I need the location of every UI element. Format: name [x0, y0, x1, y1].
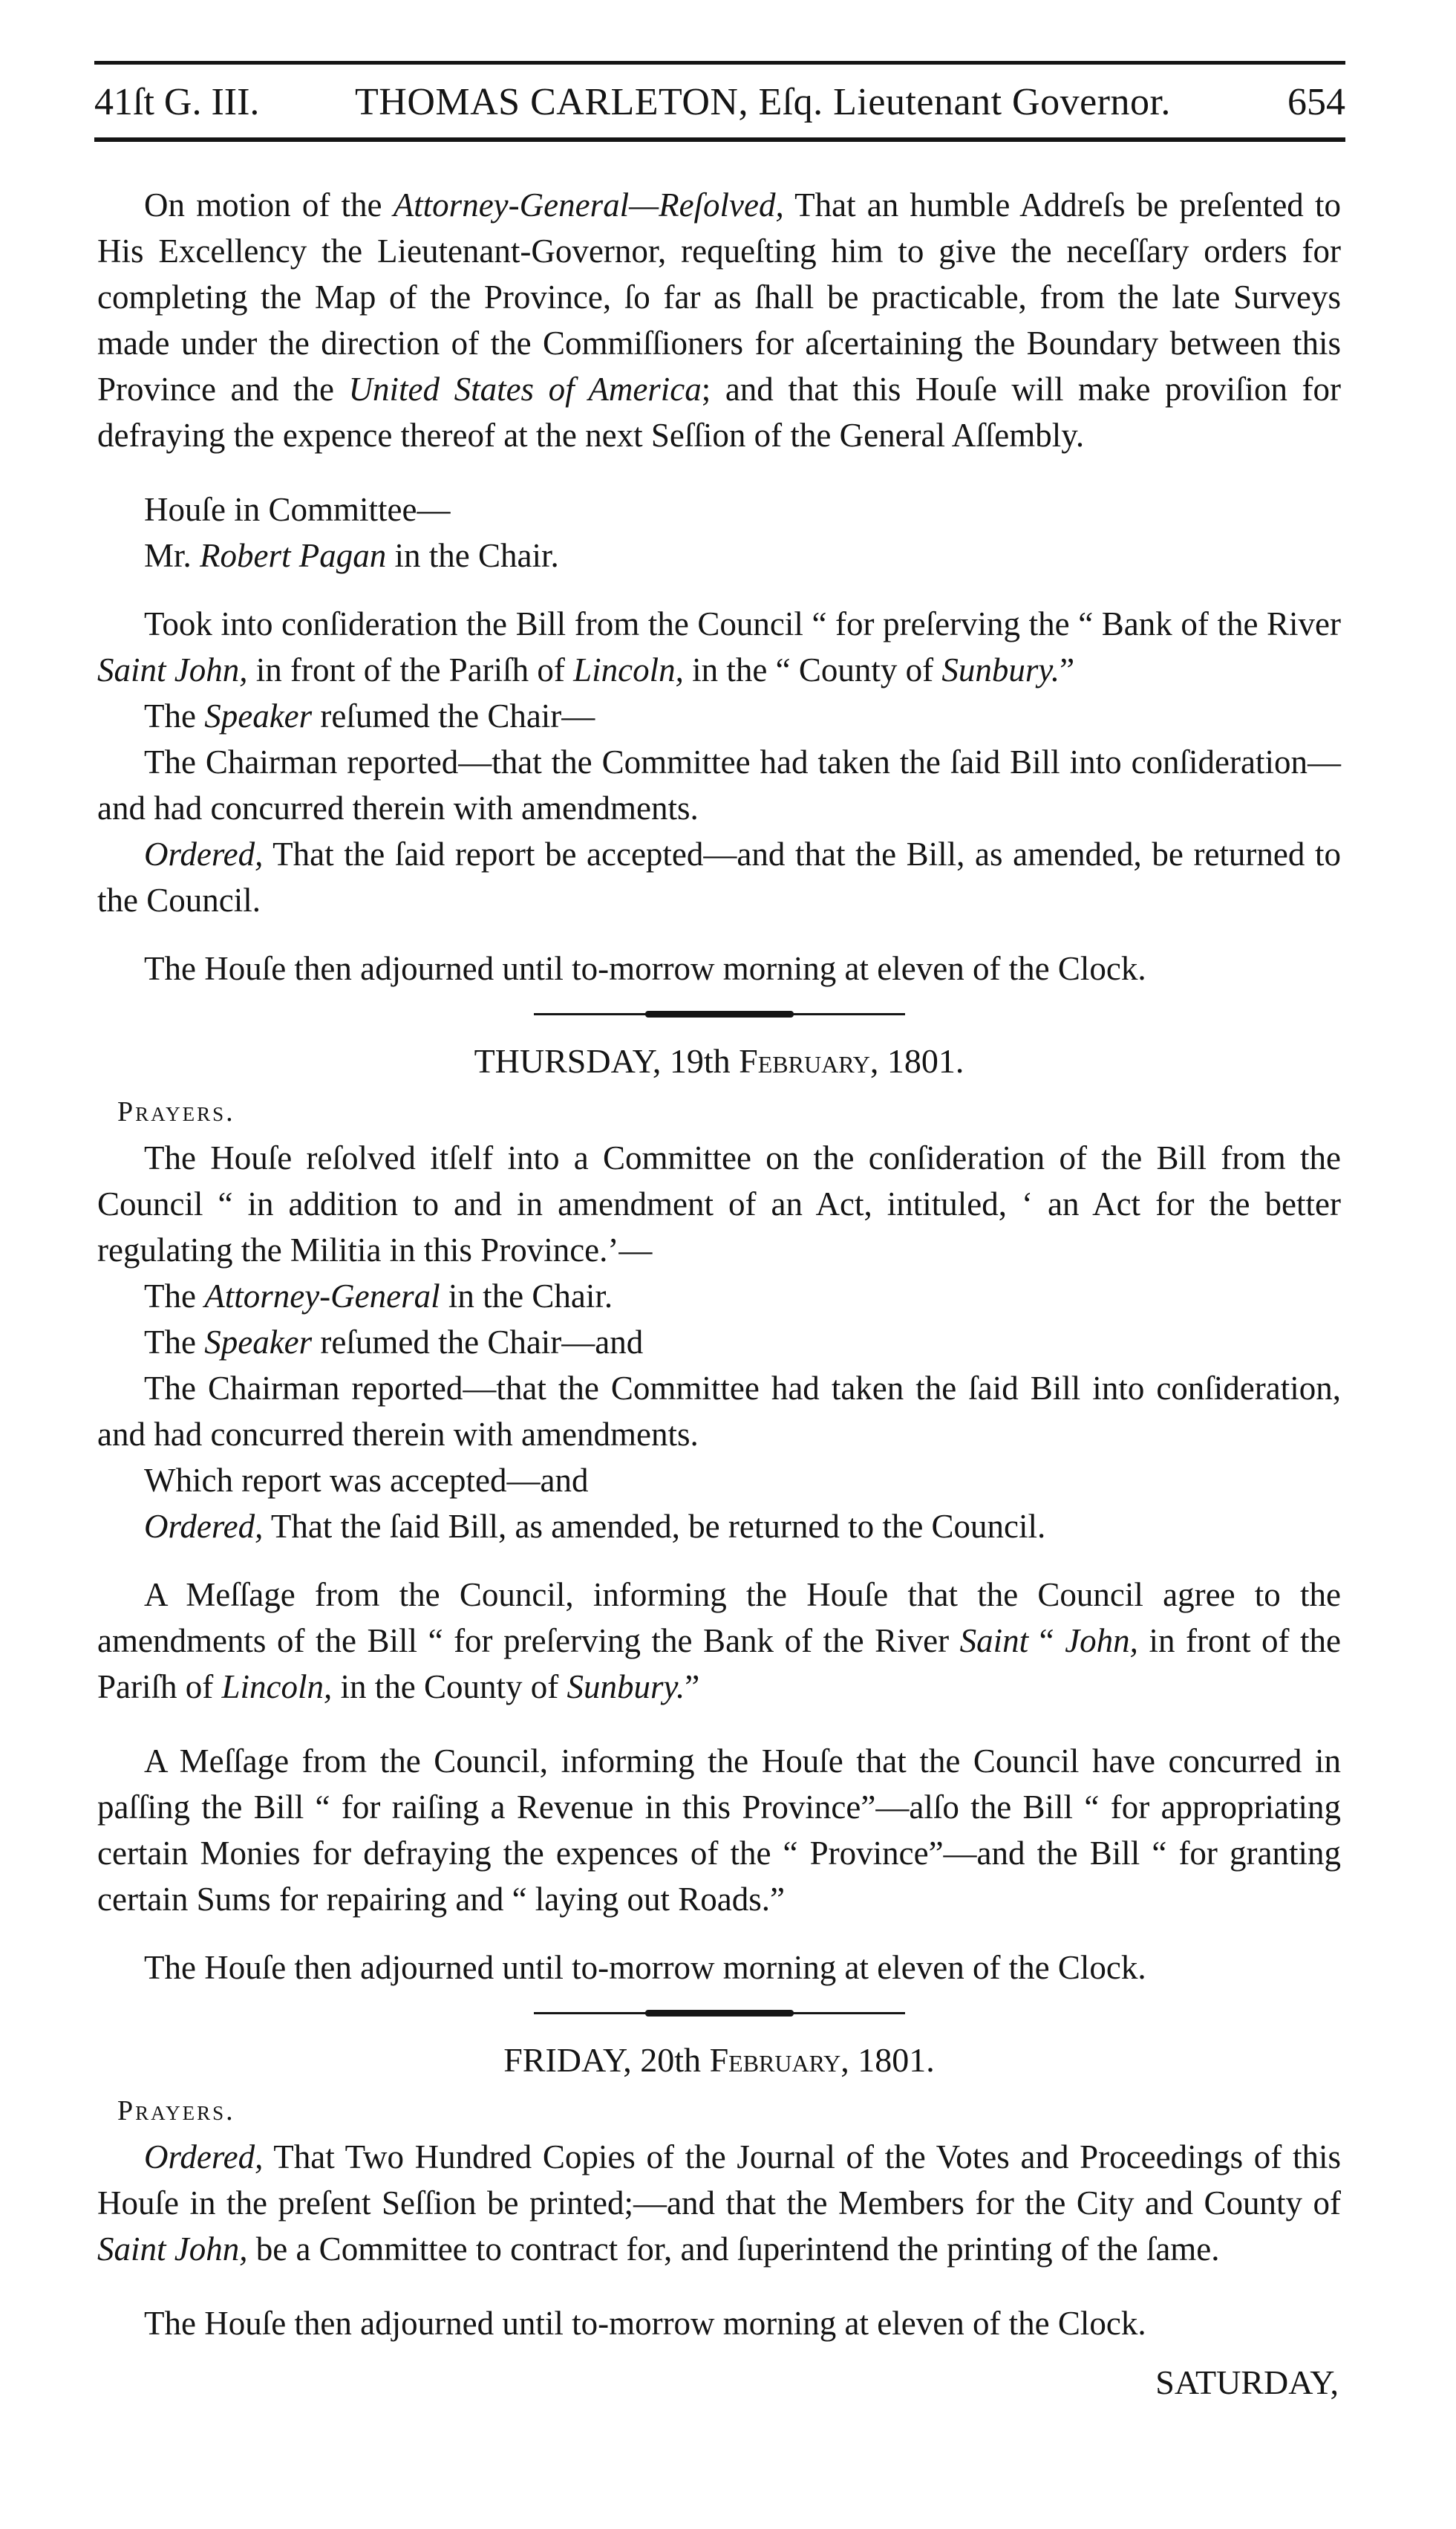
- adjournment-line: The Houſe then adjourned until to-morrow morning at eleven of the Clock.: [144, 2305, 1146, 2342]
- prayers-label: Prayers.: [117, 1096, 235, 1127]
- map-resolution-paragraph: On motion of the Attorney-General—Reſolved, That an humble Addreſs be preſented to His Excellency the Lieutenant-Governor, requeſting him to give the neceſſary orders for completing the Map of the Province, ſo far as ſhall be practicable, from the late Surveys made under the direction of the Commiſſioners for aſcertaining the Boundary between this Province and the United States of America; and that this Houſe will make proviſion for defraying the expence thereof at the next Seſſion of the General Aſſembly.: [97, 186, 1341, 454]
- committee-line: Houſe in Committee—: [144, 491, 451, 528]
- speaker-line: The Speaker reſumed the Chair—and: [144, 1324, 644, 1361]
- council-message-2: A Meſſage from the Council, informing the Houſe that the Council have concurred in paſſing the Bill “ for raiſing a Revenue in this Province”—alſo the Bill “ for appropriating certain Monies for defraying the expences of the “ Province”—and the Bill “ for granting certain Sums for repairing and “ laying out Roads.”: [97, 1742, 1341, 1918]
- speaker-line: The Speaker reſumed the Chair—: [144, 697, 595, 735]
- journal-body: [97, 182, 1341, 2346]
- page-number: 654: [1287, 81, 1345, 123]
- chair-line: Mr. Robert Pagan in the Chair.: [144, 537, 559, 574]
- chairman-report: The Chairman reported—that the Committee had taken the ſaid Bill into conſideration, and had concurred therein with amendments.: [97, 1370, 1341, 1453]
- adjournment-line: The Houſe then adjourned until to-morrow morning at eleven of the Clock.: [144, 1949, 1146, 1986]
- council-message-1: A Meſſage from the Council, informing the Houſe that the Council agree to the amendments of the Bill “ for preſerving the Bank of the River Saint “ John, in front of the Pariſh of Lincoln, in the County of Sunbury.”: [97, 1576, 1342, 1705]
- prayers-label: Prayers.: [117, 2095, 235, 2126]
- running-header: [94, 73, 1345, 132]
- order-paragraph: Ordered, That the ſaid Bill, as amended, be returned to the Council.: [144, 1508, 1046, 1545]
- militia-bill-paragraph: The Houſe reſolved itſelf into a Committee on the conſideration of the Bill from the Council “ in addition to and in amendment of an Act, intituled, ‘ an Act for the better regulating the Militia in this Province.’—: [97, 1139, 1341, 1269]
- catchword: SATURDAY,: [1155, 2363, 1339, 2401]
- day-heading-friday: FRIDAY, 20th February, 1801.: [503, 2041, 935, 2079]
- day-heading-thursday: THURSDAY, 19th February, 1801.: [474, 1042, 964, 1080]
- header-top-rule: [94, 61, 1345, 65]
- header-title: THOMAS CARLETON, Eſq. Lieutenant Governor.: [355, 81, 1171, 123]
- header-bottom-rule: [94, 137, 1345, 142]
- bill-consideration-paragraph: Took into conſideration the Bill from the Council “ for preſerving the “ Bank of the River Saint John, in front of the Pariſh of Lincoln, in the “ County of Sunbury.”: [97, 605, 1341, 689]
- chairman-report: The Chairman reported—that the Committee had taken the ſaid Bill into conſideration—and had concurred therein with amendments.: [97, 743, 1341, 827]
- order-paragraph: Ordered, That the ſaid report be accepted—and that the Bill, as amended, be returned to the Council.: [97, 836, 1341, 919]
- accepted-line: Which report was accepted—and: [144, 1462, 589, 1499]
- adjournment-line: The Houſe then adjourned until to-morrow morning at eleven of the Clock.: [144, 950, 1146, 987]
- section-divider: [534, 2010, 905, 2017]
- printing-order-paragraph: Ordered, That Two Hundred Copies of the Journal of the Votes and Proceedings of this Houſe in the preſent Seſſion be printed;—and that the Members for the City and County of Saint John, be a Committee to contract for, and ſuperintend the printing of the ſame.: [97, 2138, 1341, 2268]
- section-divider: [534, 1011, 905, 1018]
- chair-line: The Attorney-General in the Chair.: [144, 1277, 613, 1315]
- regnal-year: 41ſt G. III.: [94, 81, 260, 123]
